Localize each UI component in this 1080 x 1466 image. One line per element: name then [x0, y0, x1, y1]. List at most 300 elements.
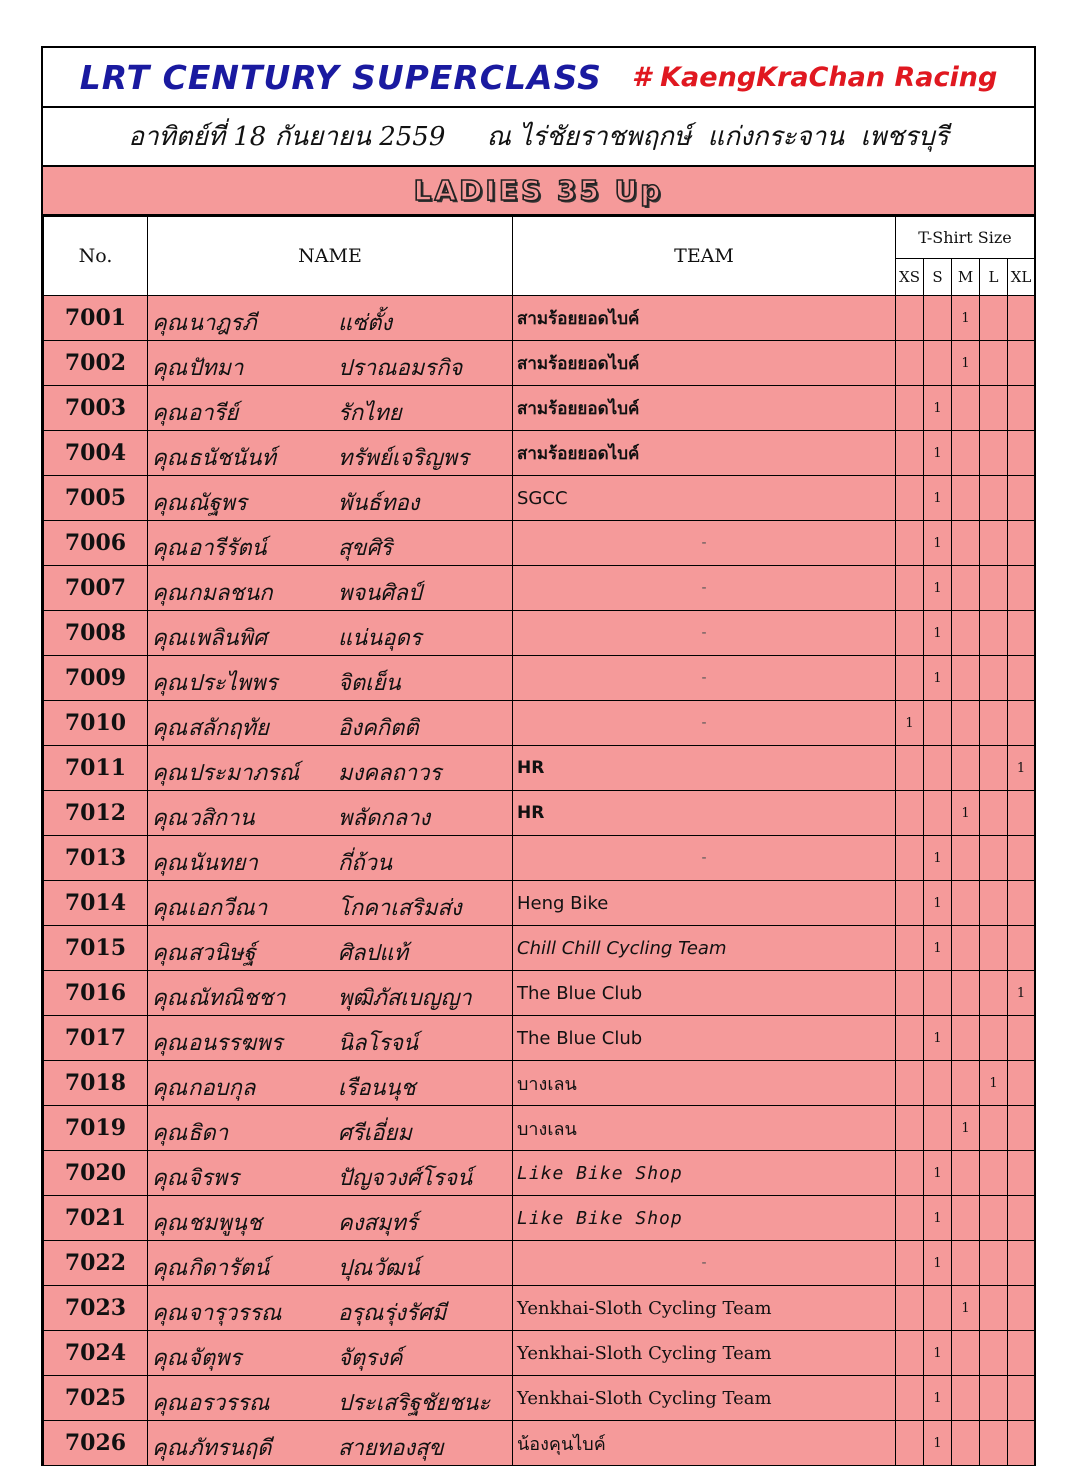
- last-name: พุฒิภัสเบญญา: [338, 986, 472, 1011]
- size-m-count: 1: [952, 296, 980, 341]
- size-xl-count: [1008, 566, 1035, 611]
- size-l-count: [980, 926, 1008, 971]
- size-l-count: [980, 656, 1008, 701]
- size-xl-count: [1008, 926, 1035, 971]
- rider-name-cell: [148, 701, 513, 746]
- size-xl-count: [1008, 836, 1035, 881]
- name-prefix: คุณ: [152, 356, 188, 381]
- rider-name-cell: [148, 1196, 513, 1241]
- rider-number: 7017: [44, 1016, 148, 1061]
- rider-name-cell: [148, 656, 513, 701]
- name-prefix: คุณ: [152, 1391, 188, 1416]
- size-l-count: [980, 1106, 1008, 1151]
- size-s-count: [924, 1061, 952, 1106]
- rider-name-cell: [148, 791, 513, 836]
- date-venue-banner: [43, 108, 1034, 167]
- team-name: HR: [513, 746, 896, 791]
- last-name: แน่นอุดร: [338, 626, 422, 651]
- name-prefix: คุณ: [152, 761, 188, 786]
- table-row: [44, 566, 1035, 611]
- size-xs-count: [896, 791, 924, 836]
- first-name: กมลชนก: [188, 581, 273, 606]
- size-xs-count: [896, 881, 924, 926]
- table-row: [44, 791, 1035, 836]
- size-xl-count: [1008, 1151, 1035, 1196]
- rider-number: 7004: [44, 431, 148, 476]
- rider-number: 7013: [44, 836, 148, 881]
- last-name: ประเสริฐชัยชนะ: [338, 1391, 491, 1416]
- size-xs-count: [896, 386, 924, 431]
- first-name: จัตุพร: [188, 1346, 242, 1371]
- size-s-count: 1: [924, 1421, 952, 1466]
- name-prefix: คุณ: [152, 626, 188, 651]
- size-m-count: [952, 566, 980, 611]
- last-name: พันธ์ทอง: [338, 491, 420, 516]
- size-xl-count: [1008, 1421, 1035, 1466]
- first-name: อนรรฆพร: [188, 1031, 283, 1056]
- table-row: [44, 836, 1035, 881]
- size-l-count: [980, 881, 1008, 926]
- rider-number: 7016: [44, 971, 148, 1016]
- table-row: [44, 926, 1035, 971]
- first-name: ชมพูนุช: [188, 1211, 262, 1236]
- team-name: -: [513, 521, 896, 566]
- rider-name-cell: [148, 1331, 513, 1376]
- size-m-count: [952, 386, 980, 431]
- table-row: [44, 431, 1035, 476]
- column-header-no: No.: [44, 217, 148, 296]
- first-name: จิรพร: [188, 1166, 240, 1191]
- size-xl-count: [1008, 1331, 1035, 1376]
- team-name: Yenkhai-Sloth Cycling Team: [513, 1331, 896, 1376]
- size-l-count: [980, 1421, 1008, 1466]
- first-name: ภัทรนฤดี: [188, 1436, 272, 1461]
- last-name: มงคลถาวร: [338, 761, 442, 786]
- last-name: จัตุรงค์: [338, 1346, 403, 1371]
- column-header-name: NAME: [148, 217, 513, 296]
- size-s-count: 1: [924, 1016, 952, 1061]
- table-row: [44, 1376, 1035, 1421]
- rider-number: 7019: [44, 1106, 148, 1151]
- last-name: พจนศิลป์: [338, 581, 422, 606]
- table-row: [44, 611, 1035, 656]
- roster-sheet: [41, 46, 1036, 1466]
- rider-name-cell: [148, 926, 513, 971]
- first-name: นาฎรภี: [188, 311, 257, 336]
- size-s-count: [924, 296, 952, 341]
- rider-number: 7002: [44, 341, 148, 386]
- size-m-count: [952, 1421, 980, 1466]
- name-prefix: คุณ: [152, 1211, 188, 1236]
- size-l-count: [980, 746, 1008, 791]
- rider-name-cell: [148, 1016, 513, 1061]
- table-row: [44, 1196, 1035, 1241]
- size-m-count: [952, 1016, 980, 1061]
- size-s-count: [924, 701, 952, 746]
- size-xs-count: [896, 611, 924, 656]
- rider-number: 7010: [44, 701, 148, 746]
- team-name: บางเลน: [513, 1106, 896, 1151]
- rider-name-cell: [148, 836, 513, 881]
- rider-number: 7005: [44, 476, 148, 521]
- first-name: เอกวีณา: [188, 896, 268, 921]
- table-row: [44, 881, 1035, 926]
- size-m-count: [952, 1331, 980, 1376]
- size-l-count: [980, 1016, 1008, 1061]
- size-m-count: 1: [952, 341, 980, 386]
- size-m-count: [952, 431, 980, 476]
- table-row: [44, 1421, 1035, 1466]
- last-name: ปราณอมรกิจ: [338, 356, 463, 381]
- column-header-tshirt-size: T-Shirt Size: [896, 217, 1035, 259]
- team-name: Yenkhai-Sloth Cycling Team: [513, 1376, 896, 1421]
- size-l-count: [980, 566, 1008, 611]
- table-row: [44, 386, 1035, 431]
- rider-name-cell: [148, 1286, 513, 1331]
- size-s-count: 1: [924, 1196, 952, 1241]
- size-s-count: 1: [924, 386, 952, 431]
- first-name: วสิกาน: [188, 806, 255, 831]
- size-xs-count: [896, 1196, 924, 1241]
- size-s-count: 1: [924, 476, 952, 521]
- size-xs-count: [896, 1151, 924, 1196]
- size-l-count: [980, 386, 1008, 431]
- rider-number: 7014: [44, 881, 148, 926]
- first-name: สวนิษฐ์: [188, 941, 256, 966]
- size-xl-count: [1008, 656, 1035, 701]
- size-s-count: 1: [924, 1151, 952, 1196]
- size-xs-count: [896, 1061, 924, 1106]
- table-row: [44, 1016, 1035, 1061]
- size-xs-count: 1: [896, 701, 924, 746]
- rider-number: 7011: [44, 746, 148, 791]
- team-name: Like Bike Shop: [513, 1196, 896, 1241]
- team-name: -: [513, 701, 896, 746]
- rider-name-cell: [148, 521, 513, 566]
- column-header-size-xl: XL: [1008, 258, 1035, 295]
- size-l-count: [980, 971, 1008, 1016]
- size-s-count: 1: [924, 656, 952, 701]
- size-l-count: [980, 1331, 1008, 1376]
- size-m-count: 1: [952, 1286, 980, 1331]
- size-l-count: [980, 1151, 1008, 1196]
- name-prefix: คุณ: [152, 896, 188, 921]
- size-xs-count: [896, 926, 924, 971]
- size-m-count: [952, 521, 980, 566]
- size-l-count: [980, 431, 1008, 476]
- last-name: พลัดกลาง: [338, 806, 431, 831]
- table-row: [44, 701, 1035, 746]
- category-banner: [43, 167, 1034, 216]
- name-prefix: คุณ: [152, 1076, 188, 1101]
- name-prefix: คุณ: [152, 806, 188, 831]
- rider-number: 7012: [44, 791, 148, 836]
- size-xl-count: [1008, 386, 1035, 431]
- last-name: ศรีเอี่ยม: [338, 1121, 412, 1146]
- name-prefix: คุณ: [152, 1301, 188, 1326]
- rider-number: 7022: [44, 1241, 148, 1286]
- rider-number: 7018: [44, 1061, 148, 1106]
- rider-name-cell: [148, 296, 513, 341]
- table-row: [44, 476, 1035, 521]
- first-name: กิดารัตน์: [188, 1256, 270, 1281]
- first-name: ณัฐพร: [188, 491, 247, 516]
- first-name: อารีรัตน์: [188, 536, 267, 561]
- rider-name-cell: [148, 1061, 513, 1106]
- rider-number: 7003: [44, 386, 148, 431]
- size-s-count: 1: [924, 1376, 952, 1421]
- size-m-count: [952, 971, 980, 1016]
- last-name: ปุณวัฒน์: [338, 1256, 420, 1281]
- name-prefix: คุณ: [152, 716, 188, 741]
- last-name: ศิลปแท้: [338, 941, 409, 966]
- size-xs-count: [896, 566, 924, 611]
- size-xs-count: [896, 521, 924, 566]
- size-xs-count: [896, 1106, 924, 1151]
- rider-name-cell: [148, 1421, 513, 1466]
- size-xs-count: [896, 656, 924, 701]
- team-name: น้องคุนไบค์: [513, 1421, 896, 1466]
- size-l-count: [980, 1376, 1008, 1421]
- table-row: [44, 656, 1035, 701]
- size-m-count: [952, 1196, 980, 1241]
- size-m-count: [952, 881, 980, 926]
- category-title: LADIES 35 Up: [413, 174, 664, 207]
- size-xl-count: [1008, 1016, 1035, 1061]
- rider-name-cell: [148, 1151, 513, 1196]
- size-l-count: [980, 296, 1008, 341]
- table-row: [44, 521, 1035, 566]
- table-row: [44, 1151, 1035, 1196]
- team-name: -: [513, 611, 896, 656]
- name-prefix: คุณ: [152, 536, 188, 561]
- size-s-count: 1: [924, 521, 952, 566]
- size-l-count: [980, 611, 1008, 656]
- size-xl-count: [1008, 1376, 1035, 1421]
- size-xl-count: [1008, 701, 1035, 746]
- name-prefix: คุณ: [152, 1031, 188, 1056]
- rider-number: 7009: [44, 656, 148, 701]
- size-s-count: [924, 746, 952, 791]
- table-row: [44, 746, 1035, 791]
- table-row: [44, 296, 1035, 341]
- rider-number: 7025: [44, 1376, 148, 1421]
- rider-name-cell: [148, 341, 513, 386]
- first-name: ประมาภรณ์: [188, 761, 300, 786]
- size-xl-count: [1008, 881, 1035, 926]
- size-xl-count: [1008, 1286, 1035, 1331]
- rider-name-cell: [148, 611, 513, 656]
- rider-name-cell: [148, 1106, 513, 1151]
- size-l-count: [980, 476, 1008, 521]
- last-name: เรือนนุช: [338, 1076, 416, 1101]
- rider-number: 7007: [44, 566, 148, 611]
- size-s-count: [924, 1106, 952, 1151]
- first-name: ณัทณิชชา: [188, 986, 286, 1011]
- size-m-count: [952, 926, 980, 971]
- name-prefix: คุณ: [152, 671, 188, 696]
- last-name: ปัญจวงศ์โรจน์: [338, 1166, 473, 1191]
- team-name: HR: [513, 791, 896, 836]
- size-s-count: [924, 1286, 952, 1331]
- name-prefix: คุณ: [152, 581, 188, 606]
- event-hashtag: # KaengKraChan Racing: [631, 61, 998, 93]
- table-row: [44, 971, 1035, 1016]
- size-m-count: [952, 656, 980, 701]
- size-xl-count: [1008, 296, 1035, 341]
- size-xs-count: [896, 341, 924, 386]
- rider-number: 7023: [44, 1286, 148, 1331]
- table-row: [44, 1241, 1035, 1286]
- size-s-count: 1: [924, 926, 952, 971]
- size-m-count: [952, 1151, 980, 1196]
- column-header-size-l: L: [980, 258, 1008, 295]
- team-name: The Blue Club: [513, 971, 896, 1016]
- table-row: [44, 341, 1035, 386]
- team-name: SGCC: [513, 476, 896, 521]
- size-xs-count: [896, 746, 924, 791]
- size-l-count: 1: [980, 1061, 1008, 1106]
- rider-name-cell: [148, 1241, 513, 1286]
- name-prefix: คุณ: [152, 1121, 188, 1146]
- last-name: โกคาเสริมส่ง: [338, 896, 462, 921]
- size-l-count: [980, 1196, 1008, 1241]
- rider-number: 7001: [44, 296, 148, 341]
- size-l-count: [980, 791, 1008, 836]
- name-prefix: คุณ: [152, 401, 188, 426]
- size-xl-count: [1008, 1106, 1035, 1151]
- size-xl-count: 1: [1008, 746, 1035, 791]
- size-s-count: 1: [924, 611, 952, 656]
- last-name: นิลโรจน์: [338, 1031, 419, 1056]
- team-name: สามร้อยยอดไบค์: [513, 386, 896, 431]
- size-s-count: 1: [924, 566, 952, 611]
- rider-number: 7026: [44, 1421, 148, 1466]
- size-xs-count: [896, 1376, 924, 1421]
- size-xl-count: [1008, 1241, 1035, 1286]
- team-name: สามร้อยยอดไบค์: [513, 296, 896, 341]
- roster-body: [44, 296, 1035, 1466]
- last-name: จิตเย็น: [338, 671, 401, 696]
- size-m-count: [952, 836, 980, 881]
- rider-name-cell: [148, 881, 513, 926]
- first-name: เพลินพิศ: [188, 626, 268, 651]
- size-s-count: 1: [924, 431, 952, 476]
- last-name: กี่ถ้วน: [338, 851, 393, 876]
- team-name: บางเลน: [513, 1061, 896, 1106]
- rider-number: 7015: [44, 926, 148, 971]
- rider-number: 7008: [44, 611, 148, 656]
- team-name: Chill Chill Cycling Team: [513, 926, 896, 971]
- size-s-count: 1: [924, 881, 952, 926]
- name-prefix: คุณ: [152, 1346, 188, 1371]
- last-name: อรุณรุ่งรัศมี: [338, 1301, 447, 1326]
- team-name: -: [513, 836, 896, 881]
- size-l-count: [980, 341, 1008, 386]
- first-name: กอบกุล: [188, 1076, 256, 1101]
- table-row: [44, 1286, 1035, 1331]
- team-name: Heng Bike: [513, 881, 896, 926]
- first-name: ธิดา: [188, 1121, 229, 1146]
- size-xs-count: [896, 1241, 924, 1286]
- first-name: นันทยา: [188, 851, 258, 876]
- table-row: [44, 1331, 1035, 1376]
- size-xl-count: [1008, 1061, 1035, 1106]
- size-xs-count: [896, 1016, 924, 1061]
- column-header-size-m: M: [952, 258, 980, 295]
- size-xs-count: [896, 431, 924, 476]
- roster-table: [43, 216, 1035, 1466]
- title-banner: [43, 48, 1034, 108]
- name-prefix: คุณ: [152, 986, 188, 1011]
- rider-name-cell: [148, 746, 513, 791]
- name-prefix: คุณ: [152, 311, 188, 336]
- name-prefix: คุณ: [152, 491, 188, 516]
- team-name: The Blue Club: [513, 1016, 896, 1061]
- column-header-size-s: S: [924, 258, 952, 295]
- rider-name-cell: [148, 971, 513, 1016]
- size-s-count: 1: [924, 1331, 952, 1376]
- size-l-count: [980, 701, 1008, 746]
- team-name: -: [513, 656, 896, 701]
- size-xl-count: [1008, 611, 1035, 656]
- size-xl-count: 1: [1008, 971, 1035, 1016]
- size-xl-count: [1008, 341, 1035, 386]
- size-xs-count: [896, 836, 924, 881]
- size-m-count: [952, 701, 980, 746]
- date-venue: อาทิตย์ที่ 18 กันยายน 2559 ณ ไร่ชัยราชพฤกษ์ แก่งกระจาน เพชรบุรี: [128, 122, 949, 152]
- size-l-count: [980, 521, 1008, 566]
- first-name: อารีย์: [188, 401, 239, 426]
- size-xs-count: [896, 476, 924, 521]
- first-name: สลักฤทัย: [188, 716, 269, 741]
- rider-number: 7021: [44, 1196, 148, 1241]
- rider-name-cell: [148, 476, 513, 521]
- rider-name-cell: [148, 1376, 513, 1421]
- column-header-size-xs: XS: [896, 258, 924, 295]
- last-name: อิงคกิตติ: [338, 716, 419, 741]
- last-name: คงสมุทร์: [338, 1211, 418, 1236]
- table-row: [44, 1106, 1035, 1151]
- first-name: อรวรรณ: [188, 1391, 270, 1416]
- size-s-count: 1: [924, 836, 952, 881]
- size-xl-count: [1008, 476, 1035, 521]
- rider-number: 7020: [44, 1151, 148, 1196]
- size-xs-count: [896, 296, 924, 341]
- size-l-count: [980, 1286, 1008, 1331]
- first-name: จารุวรรณ: [188, 1301, 282, 1326]
- size-xl-count: [1008, 431, 1035, 476]
- size-xl-count: [1008, 521, 1035, 566]
- rider-name-cell: [148, 566, 513, 611]
- size-s-count: [924, 791, 952, 836]
- rider-name-cell: [148, 386, 513, 431]
- rider-name-cell: [148, 431, 513, 476]
- size-xs-count: [896, 1331, 924, 1376]
- size-xl-count: [1008, 791, 1035, 836]
- size-m-count: [952, 746, 980, 791]
- size-m-count: [952, 476, 980, 521]
- size-xl-count: [1008, 1196, 1035, 1241]
- rider-number: 7006: [44, 521, 148, 566]
- size-m-count: [952, 1376, 980, 1421]
- name-prefix: คุณ: [152, 446, 188, 471]
- table-row: [44, 1061, 1035, 1106]
- first-name: ปัทมา: [188, 356, 244, 381]
- size-s-count: 1: [924, 1241, 952, 1286]
- name-prefix: คุณ: [152, 941, 188, 966]
- size-m-count: [952, 611, 980, 656]
